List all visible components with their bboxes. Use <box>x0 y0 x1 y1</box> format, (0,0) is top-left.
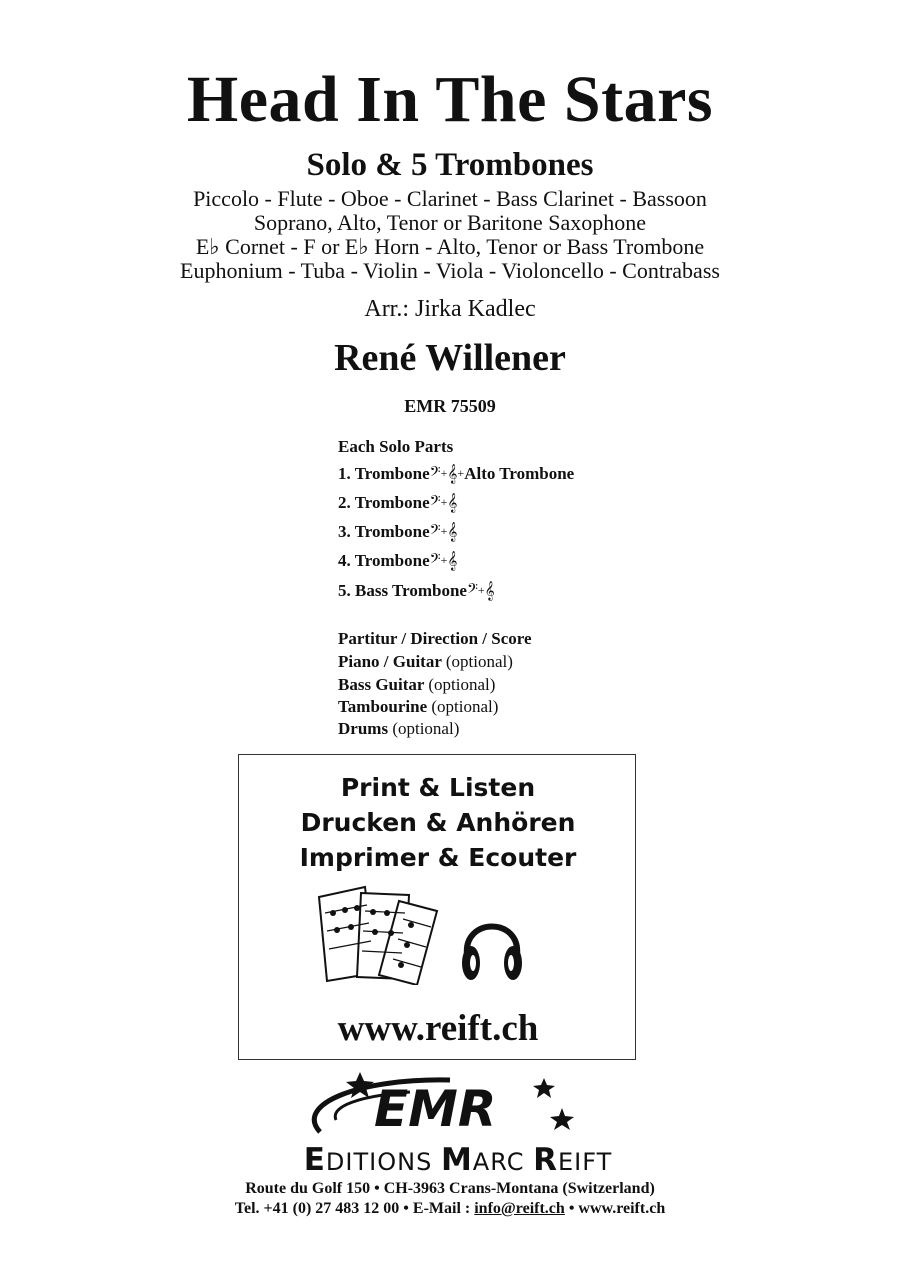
plus-sign: + <box>457 466 465 480</box>
treble-clef-icon: 𝄞 <box>447 464 458 484</box>
extra-name: Bass Guitar <box>338 675 425 694</box>
plus-sign: + <box>440 466 448 480</box>
plus-sign: + <box>440 524 448 538</box>
extra-note: (optional) <box>392 719 460 738</box>
extra-item <box>338 629 532 649</box>
headphones-icon <box>459 905 525 985</box>
treble-clef-icon: 𝄞 <box>484 581 495 601</box>
part-item <box>338 522 457 542</box>
bass-clef-icon: 𝄢 <box>429 493 441 513</box>
subtitle: Solo & 5 Trombones <box>306 147 594 183</box>
promo-line: Print & Listen <box>340 773 536 802</box>
plus-sign: + <box>440 495 448 509</box>
email-link[interactable]: info@reift.ch <box>474 1200 565 1217</box>
promo-line: Imprimer & Ecouter <box>299 843 577 872</box>
extra-name: Piano / Guitar <box>338 652 442 671</box>
part-item <box>338 581 495 601</box>
extra-name: Partitur / Direction / Score <box>338 629 532 648</box>
promo-url[interactable]: www.reift.ch <box>337 1008 539 1049</box>
print-listen-box <box>238 754 636 1060</box>
part-item <box>338 493 457 513</box>
instrument-line: E♭ Cornet - F or E♭ Horn - Alto, Tenor or Bass Trombone <box>195 234 705 259</box>
part-label: 3. Trombone <box>338 522 430 541</box>
title: Head In The Stars <box>186 63 714 136</box>
catalog-number: EMR 75509 <box>404 396 496 416</box>
bass-clef-icon: 𝄢 <box>429 551 441 571</box>
publisher-part: ARC <box>472 1148 534 1176</box>
extra-name: Drums <box>338 719 389 738</box>
composer: René Willener <box>334 337 566 379</box>
publisher-part: E <box>303 1142 326 1178</box>
promo-line: Drucken & Anhören <box>300 808 576 837</box>
arranger: Arr.: Jirka Kadlec <box>364 296 536 322</box>
extra-item <box>338 697 498 717</box>
plus-sign: + <box>440 553 448 567</box>
contact-suffix[interactable]: • www.reift.ch <box>564 1200 666 1217</box>
address: Route du Golf 150 • CH-3963 Crans-Montana (Switzerland) <box>245 1180 655 1197</box>
part-label: 5. Bass Trombone <box>338 581 467 600</box>
emr-logo-text: EMR <box>374 1080 497 1138</box>
extra-item <box>338 719 459 739</box>
part-item <box>338 464 574 484</box>
publisher-part: EIFT <box>557 1148 613 1176</box>
part-label: 4. Trombone <box>338 551 430 570</box>
contact-prefix: Tel. +41 (0) 27 483 12 00 • E-Mail : <box>234 1200 475 1217</box>
extra-item <box>338 675 495 695</box>
plus-sign: + <box>477 583 485 597</box>
part-label: 2. Trombone <box>338 493 430 512</box>
extra-name: Tambourine <box>338 697 428 716</box>
publisher-part: M <box>440 1142 473 1178</box>
extra-note: (optional) <box>428 675 496 694</box>
bass-clef-icon: 𝄢 <box>429 522 441 542</box>
treble-clef-icon: 𝄞 <box>447 551 458 571</box>
bass-clef-icon: 𝄢 <box>429 464 441 484</box>
bass-clef-icon: 𝄢 <box>466 581 478 601</box>
instrument-line: Euphonium - Tuba - Violin - Viola - Violoncello - Contrabass <box>180 258 720 283</box>
sheet-music-icon <box>313 885 443 985</box>
instrument-line: Soprano, Alto, Tenor or Baritone Saxophone <box>253 210 647 235</box>
publisher-name <box>238 1142 678 1178</box>
parts-header: Each Solo Parts <box>338 437 454 456</box>
instrument-line: Piccolo - Flute - Oboe - Clarinet - Bass Clarinet - Bassoon <box>193 186 707 211</box>
treble-clef-icon: 𝄞 <box>447 522 458 542</box>
contact-line <box>0 1200 900 1218</box>
treble-clef-icon: 𝄞 <box>447 493 458 513</box>
extra-item <box>338 652 513 672</box>
part-item <box>338 551 457 571</box>
publisher-part: R <box>533 1142 558 1178</box>
extra-note: (optional) <box>431 697 499 716</box>
part-label: 1. Trombone <box>338 464 430 483</box>
part-suffix: Alto Trombone <box>464 464 575 483</box>
extra-note: (optional) <box>445 652 513 671</box>
publisher-part: DITIONS <box>325 1148 441 1176</box>
emr-logo <box>300 1072 580 1144</box>
